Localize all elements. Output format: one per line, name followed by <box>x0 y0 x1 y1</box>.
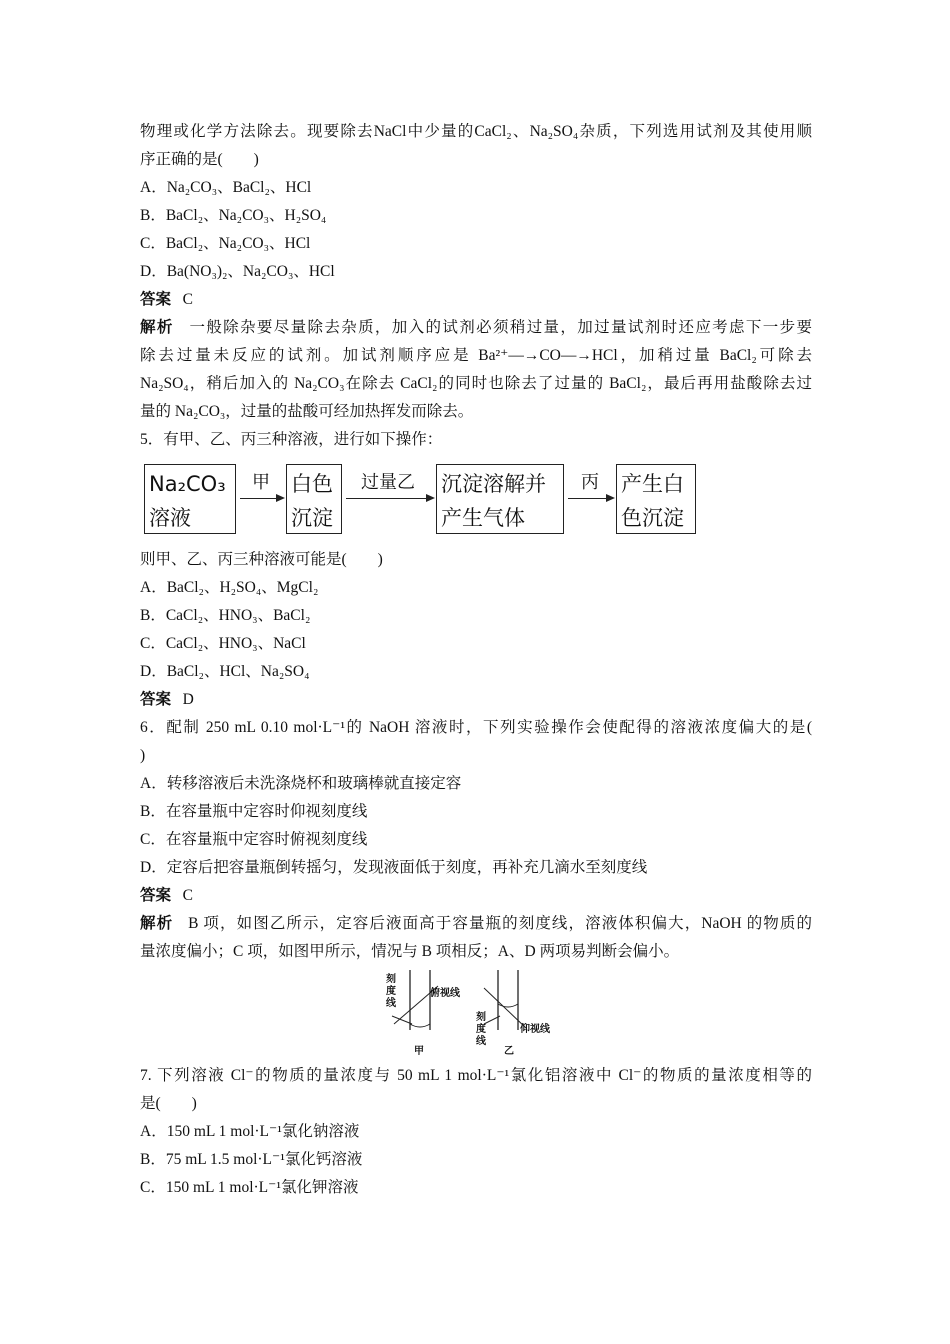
q6-analysis-text1: B 项，如图乙所示，定容后液面高于容量瓶的刻度线，溶液体积偏大，NaOH 的物质的 <box>188 915 812 932</box>
q6-stem-line2: ) <box>140 747 146 764</box>
q4-option-a: A．Na₂CO₃、BaCl₂、HCl <box>140 179 312 196</box>
arrow-right-icon <box>276 494 285 502</box>
flow-arrow1-label: 甲 <box>252 472 270 493</box>
q6-analysis-line1 <box>140 914 812 934</box>
q4-answer <box>140 290 812 310</box>
flow-box4-line1: 产生白 <box>621 472 684 496</box>
q7-option-b: B．75 mL 1.5 mol·L⁻¹氯化钙溶液 <box>140 1151 363 1168</box>
q4-analysis-line1 <box>140 318 812 338</box>
arrow-right-icon <box>426 494 435 502</box>
flow-box4-line2: 色沉淀 <box>621 506 684 530</box>
flow-box2-line1: 白色 <box>291 472 333 496</box>
flow-arrow3-line <box>568 498 608 499</box>
q7-option-a: A．150 mL 1 mol·L⁻¹氯化钠溶液 <box>140 1123 360 1140</box>
flow-arrow1-line <box>240 498 278 499</box>
q4-analysis-text1: 一般除杂要尽量除去杂质，加入的试剂必须稍过量，加过量试剂时还应考虑下一步要 <box>189 319 812 336</box>
right-caption: 乙 <box>504 1046 514 1057</box>
flow-arrow2-label: 过量乙 <box>361 472 415 493</box>
q6-option-c: C．在容量瓶中定容时俯视刻度线 <box>140 831 368 848</box>
q6-analysis-label: 解析 <box>140 915 174 932</box>
q4-option-d: D．Ba(NO₃)₂、Na₂CO₃、HCl <box>140 263 335 280</box>
right-view-label: 仰视线 <box>520 1024 550 1035</box>
q5-question: 则甲、乙、丙三种溶液可能是( ) <box>140 551 383 568</box>
q4-analysis-line2: 除去过量未反应的试剂。加试剂顺序应是 Ba²⁺—→CO—→HCl，加稍过量 BaCl₂可除去 <box>140 347 812 364</box>
flow-box-na2co3 <box>144 464 236 534</box>
left-caption: 甲 <box>414 1046 424 1057</box>
left-view-label: 俯视线 <box>430 988 460 999</box>
q5-option-a: A．BaCl₂、H₂SO₄、MgCl₂ <box>140 579 319 596</box>
q4-answer-label: 答案 <box>140 291 172 308</box>
flow-box1-line1: Na₂CO₃ <box>149 472 226 496</box>
q6-analysis-line2: 量浓度偏小；C 项，如图甲所示，情况与 B 项相反；A、D 两项易判断会偏小。 <box>140 943 680 960</box>
flow-box3-line1: 沉淀溶解并 <box>441 472 546 496</box>
q4-option-c: C．BaCl₂、Na₂CO₃、HCl <box>140 235 311 252</box>
flow-arrow2-line <box>346 498 428 499</box>
q7-stem-line2: 是( ) <box>140 1095 197 1112</box>
q6-stem-line1: 6．配制 250 mL 0.10 mol·L⁻¹的 NaOH 溶液时，下列实验操作会使配得的溶液浓度偏大的是( <box>140 719 812 736</box>
right-scale-vertical: 刻度线 <box>476 1012 486 1047</box>
q5-answer-value: D <box>182 691 194 708</box>
flow-box2-line2: 沉淀 <box>291 506 333 530</box>
q6-option-a: A．转移溶液后未洗涤烧杯和玻璃棒就直接定容 <box>140 775 462 792</box>
q5-answer-label: 答案 <box>140 691 172 708</box>
q4-analysis-line3: Na₂SO₄，稍后加入的 Na₂CO₃在除去 CaCl₂的同时也除去了过量的 BaCl₂，最后再用盐酸除去过 <box>140 375 812 392</box>
flow-box3-line2: 产生气体 <box>441 506 525 530</box>
q6-answer-value: C <box>182 887 193 904</box>
flow-box1-line2: 溶液 <box>149 506 191 530</box>
q4-analysis-line4: 量的 Na₂CO₃，过量的盐酸可经加热挥发而除去。 <box>140 403 474 420</box>
flow-box-white-precipitate-result <box>616 464 696 534</box>
flow-box-white-precipitate <box>286 464 342 534</box>
q6-flask-figure <box>380 966 570 1062</box>
q6-option-b: B．在容量瓶中定容时仰视刻度线 <box>140 803 368 820</box>
q5-option-b: B．CaCl₂、HNO₃、BaCl₂ <box>140 607 311 624</box>
q7-stem-line1: 7. 下列溶液 Cl⁻的物质的量浓度与 50 mL 1 mol·L⁻¹氯化铝溶液中 Cl⁻的物质的量浓度相等的 <box>140 1067 812 1084</box>
left-scale-vertical: 刻度线 <box>386 974 396 1009</box>
q5-flow-diagram <box>140 462 700 538</box>
q6-answer <box>140 886 812 906</box>
q4-answer-value: C <box>182 291 193 308</box>
arrow-right-icon <box>606 494 615 502</box>
q7-option-c: C．150 mL 1 mol·L⁻¹氯化钾溶液 <box>140 1179 359 1196</box>
q5-stem: 5．有甲、乙、丙三种溶液，进行如下操作： <box>140 431 443 448</box>
flow-box-dissolve-gas <box>436 464 564 534</box>
q6-option-d: D．定容后把容量瓶倒转摇匀，发现液面低于刻度，再补充几滴水至刻度线 <box>140 859 648 876</box>
q5-option-d: D．BaCl₂、HCl、Na₂SO₄ <box>140 663 310 680</box>
q4-option-b: B．BaCl₂、Na₂CO₃、H₂SO₄ <box>140 207 327 224</box>
q6-answer-label: 答案 <box>140 887 172 904</box>
flow-arrow3-label: 丙 <box>581 472 599 493</box>
q4-analysis-label: 解析 <box>140 319 174 336</box>
flask-reading-diagram <box>380 966 570 1062</box>
q4-stem-line2: 序正确的是( ) <box>140 151 259 168</box>
q4-stem-line1: 物理或化学方法除去。现要除去NaCl中少量的CaCl₂、Na₂SO₄杂质，下列选用试剂及其使用顺 <box>140 123 812 140</box>
q5-answer <box>140 690 812 710</box>
q5-option-c: C．CaCl₂、HNO₃、NaCl <box>140 635 306 652</box>
